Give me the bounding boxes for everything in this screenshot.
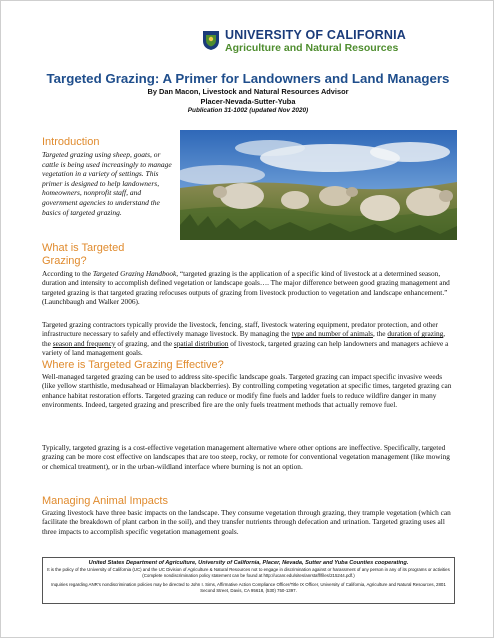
- where-paragraph-2: Typically, targeted grazing is a cost-effective vegetation management alternative where other options are ineffective. Specifically, targeted grazing can be more cost effective on landscapes that are too steep, rocky, or remote for conventional vegetation management (like mowing or chemical treatment), or in the urban-wildland interface where burning is not an option.: [42, 443, 450, 471]
- uc-seal-icon: [201, 29, 221, 51]
- managing-heading: Managing Animal Impacts: [42, 495, 168, 507]
- counties-line: Placer-Nevada-Sutter-Yuba: [200, 97, 296, 106]
- nondiscrimination-footer: [42, 557, 455, 604]
- sheep-grazing-photo: [180, 130, 457, 240]
- author-line: By Dan Macon, Livestock and Natural Resources Advisor: [147, 87, 349, 96]
- logo-line-anr: Agriculture and Natural Resources: [225, 42, 399, 54]
- logo-line-university: UNIVERSITY OF CALIFORNIA: [225, 28, 406, 42]
- where-heading: Where is Targeted Grazing Effective?: [42, 359, 224, 371]
- what-heading: What is Targeted Grazing?: [42, 242, 125, 267]
- footer-policy-line: It is the policy of the University of California (UC) and the UC Division of Agriculture & Natural Resources not to engage in discrimination against or harassment of any person in any of its programs or activities (Complete nondiscrimination policy statement can be found at http://ucanr.edu/sites/anrstaff/files/215244.pdf.): [47, 567, 450, 578]
- introduction-heading: Introduction: [42, 136, 100, 148]
- publication-line: Publication 31-1002 (updated Nov 2020): [187, 107, 309, 114]
- footer-inquiries-line: Inquiries regarding ANR’s nondiscrimination policies may be directed to John I. Sims, Affirmative Action Compliance Officer/Title IX Officer, University of California, Agriculture and Natural Resources, 2801 Second Street, Davis, CA 95618, (530) 750-1397.: [51, 582, 446, 593]
- footer-cooperating-line: United States Department of Agriculture, University of California, Placer, Nevada, Sutter and Yuba Counties cooperating.: [88, 560, 409, 566]
- what-paragraph-1: According to the Targeted Grazing Handbook, “targeted grazing is the application of a specific kind of livestock at a determined season, duration and intensity to accomplish defined vegetation or landscape goals…. The major difference between good grazing management and targeted grazing is that targeted grazing refocuses outputs of grazing from livestock production to vegetation and landscape enhancement.” (Launchbaugh and Walker 2006).: [42, 269, 450, 306]
- document-title: Targeted Grazing: A Primer for Landowners and Land Managers: [46, 71, 450, 86]
- managing-paragraph-1: Grazing livestock have three basic impacts on the landscape. They consume vegetation through grazing, they trample vegetation (which can facilitate the breakdown of plant carbon in the soil), and they transfer nutrients through defecation and urination. Targeted grazing uses all three impacts to accomplish specific vegetation management goals.: [42, 508, 451, 536]
- introduction-text: Targeted grazing using sheep, goats, or cattle is being used increasingly to manage vegetation in a variety of settings. This primer is designed to help landowners, homeowners, nonprofit staff, and government agencies to understand the basics of targeted grazing.: [42, 150, 172, 217]
- what-paragraph-2: Targeted grazing contractors typically provide the livestock, fencing, staff, livestock watering equipment, predator protection, and other infrastructure necessary to safely and effectively manage livestock. By managing the type and number of animals, the duration of grazing, the season and frequency of grazing, and the spatial distribution of livestock, targeted grazing can help landowners and managers achieve a variety of land management goals.: [42, 320, 449, 357]
- uc-anr-logo: [201, 29, 406, 54]
- where-paragraph-1: Well-managed targeted grazing can be used to address site-specific landscape goals. Targeted grazing can impact specific invasive weeds (like yellow starthistle, medusahead or Himalayan blackberries). By controlling competing vegetation at specific times, targeted grazing can enhance habitat restoration efforts. Targeted grazing can reduce or modify fine fuels and ladder fuels to reduce wildfire danger in many environments. Indeed, targeted grazing and prescribed fire are the only fuels treatment methods that actually remove fuel.: [42, 372, 452, 409]
